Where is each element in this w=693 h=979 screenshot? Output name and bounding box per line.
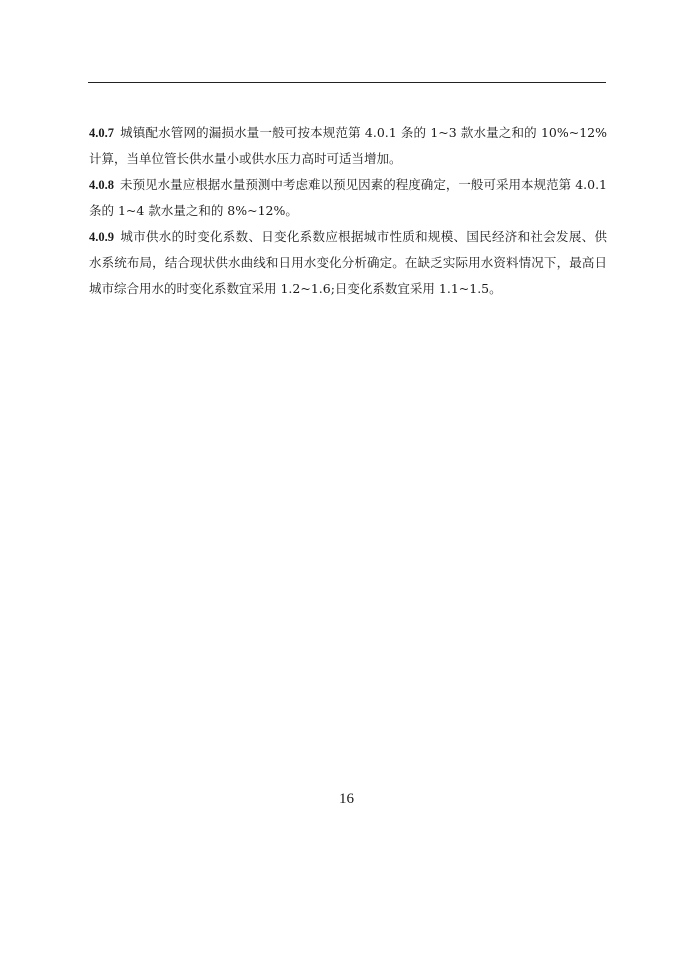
clause-number: 4.0.9	[89, 230, 114, 244]
clause-4-0-9	[89, 224, 607, 302]
document-body	[89, 120, 607, 302]
clause-number: 4.0.8	[89, 178, 114, 192]
clause-text: 城市供水的时变化系数、日变化系数应根据城市性质和规模、国民经济和社会发展、供水系统布局，结合现状供水曲线和日用水变化分析确定。在缺乏实际用水资料情况下，最高日城市综合用水的时变化系数宜采用 1.2~1.6;日变化系数宜采用 1.1~1.5。	[89, 229, 607, 296]
clause-number: 4.0.7	[89, 126, 114, 140]
clause-4-0-8	[89, 172, 607, 224]
page-number: 16	[339, 791, 354, 807]
clause-text: 城镇配水管网的漏损水量一般可按本规范第 4.0.1 条的 1~3 款水量之和的 10%~12%计算，当单位管长供水量小或供水压力高时可适当增加。	[89, 125, 607, 166]
header-rule	[88, 82, 606, 83]
clause-4-0-7	[89, 120, 607, 172]
clause-text: 未预见水量应根据水量预测中考虑难以预见因素的程度确定，一般可采用本规范第 4.0.1 条的 1~4 款水量之和的 8%~12%。	[89, 177, 607, 218]
